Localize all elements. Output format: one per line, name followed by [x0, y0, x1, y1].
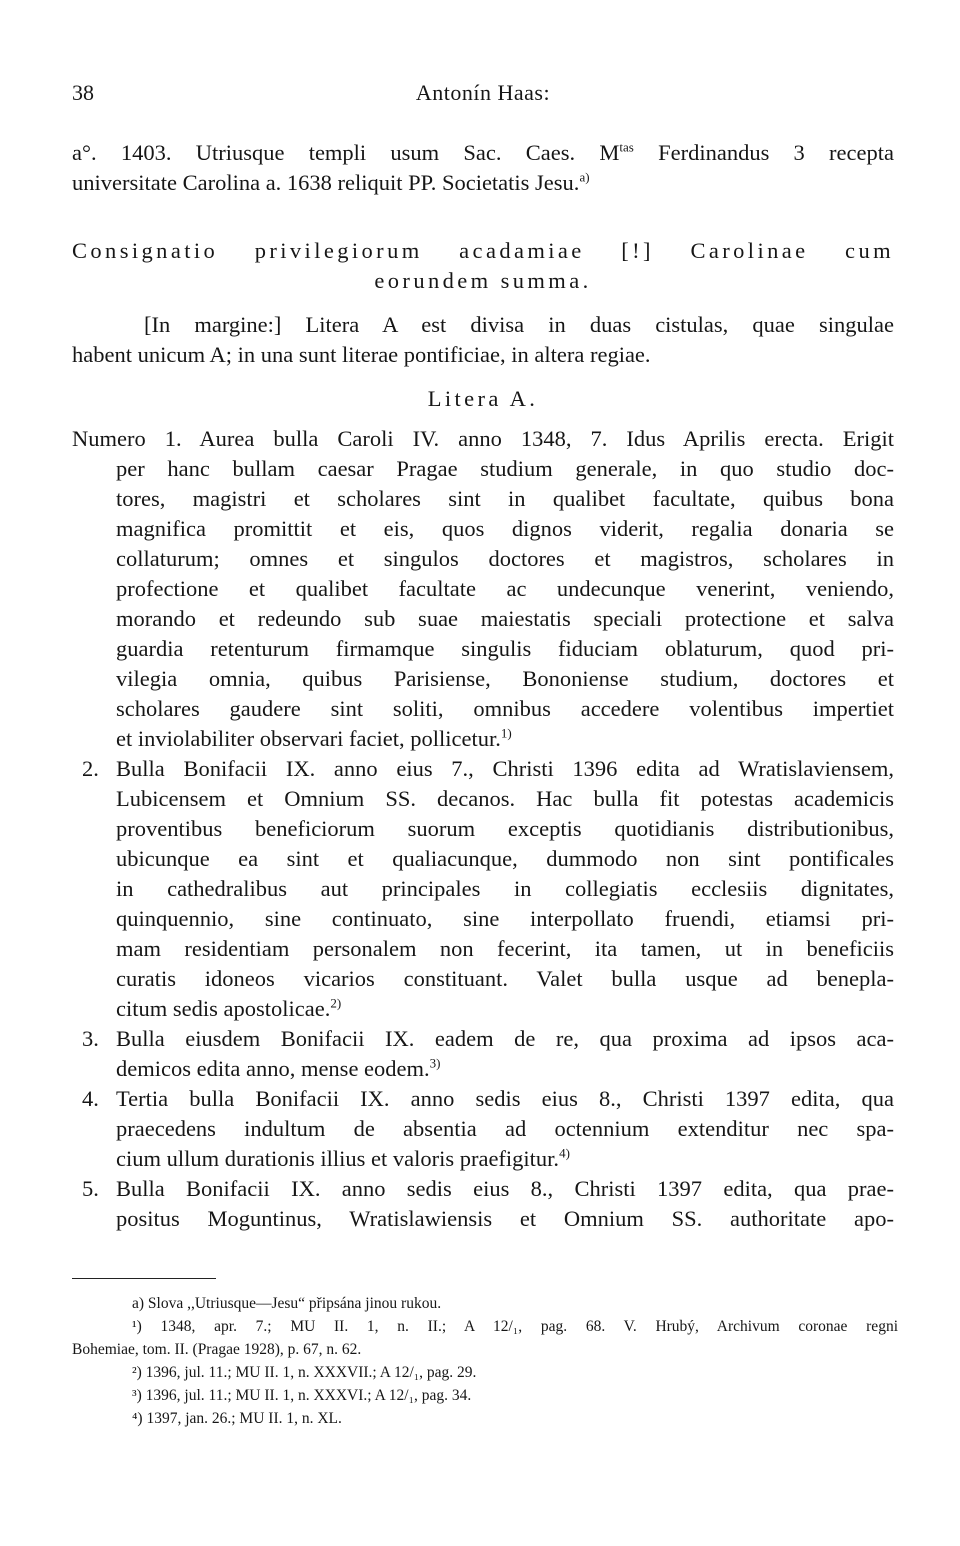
heading-line-2: eorundem summa.: [374, 268, 592, 293]
item-last-line: et inviolabiliter observari faciet, pollicetur.$^{1)}$: [116, 725, 512, 751]
item-line: vilegia omnia, quibus Parisiense, Bononiense studium, doctores et: [116, 666, 894, 691]
item-number: 4.: [82, 1086, 99, 1111]
footnote-3: ³) 1396, jul. 11.; MU II. 1, n. XXXVI.; A 12/₁, pag. 34.: [132, 1387, 472, 1404]
footnote-ref: 4): [559, 1145, 570, 1161]
item-line: ubicunque ea sint et qualiacunque, dummodo non sint pontificales: [116, 846, 894, 871]
item-line: Bulla Bonifacii IX. anno eius 7., Christi 1396 edita ad Wratislaviensem,: [116, 756, 894, 781]
item-1-first-line: Numero 1. Aurea bulla Caroli IV. anno 1348, 7. Idus Aprilis erecta. Erigit: [72, 426, 894, 451]
list-item: [72, 1084, 894, 1174]
item-last-line: cium ullum durationis illius et valoris praefigitur.$^{4)}$: [116, 1145, 570, 1171]
running-header: [72, 80, 894, 114]
list-item: [72, 424, 894, 754]
item-line: positus Moguntinus, Wratislawiensis et Omnium SS. authoritate apo-: [116, 1206, 894, 1231]
footnote-divider: [72, 1278, 216, 1279]
section-title: Litera A.: [427, 386, 539, 411]
item-number: 2.: [82, 756, 99, 781]
item-line: scholares gaudere sint soliti, omnibus accedere volentibus impertiet: [116, 696, 894, 721]
list-item: [72, 754, 894, 1024]
footnote-1: ¹) 1348, apr. 7.; MU II. 1, n. II.; A 12/₁, pag. 68. V. Hrubý, Archivum coronae regni: [132, 1318, 898, 1335]
item-line: tores, magistri et scholares sint in qualibet facultate, quibus bona: [116, 486, 894, 511]
margin-note-line-2: habent unicum A; in una sunt literae pontificiae, in altera regiae.: [72, 342, 651, 367]
intro-line-1: a°. 1403. Utriusque templi usum Sac. Caes. $M^{tas}$ Ferdinandus 3 recepta: [72, 139, 894, 165]
footnote-4: ⁴) 1397, jan. 26.; MU II. 1, n. XL.: [132, 1410, 342, 1427]
item-line: guardia retenturum firmamque singulis fiduciam oblaturum, quod pri-: [116, 636, 894, 661]
page-body: [72, 138, 894, 1234]
item-last-line: demicos edita anno, mense eodem.$^{3)}$: [116, 1055, 441, 1081]
item-line: in cathedralibus aut principales in collegiatis ecclesiis dignitates,: [116, 876, 894, 901]
item-line: Lubicensem et Omnium SS. decanos. Hac bulla fit potestas academicis: [116, 786, 894, 811]
item-line: praecedens indultum de absentia ad octennium extenditur nec spa-: [116, 1116, 894, 1141]
item-last-line: citum sedis apostolicae.$^{2)}$: [116, 995, 342, 1021]
item-line: mam residentiam personalem non fecerint, ita tamen, ut in beneficiis: [116, 936, 894, 961]
margin-note-line-1: [In margine:] Litera A est divisa in duas cistulas, quae singulae: [144, 312, 894, 337]
item-number: 5.: [82, 1176, 99, 1201]
item-line: per hanc bullam caesar Pragae studium generale, in quo studio doc-: [116, 456, 894, 481]
item-line: Bulla eiusdem Bonifacii IX. eadem de re, qua proxima ad ipsos aca-: [116, 1026, 894, 1051]
running-head-author: Antonín Haas:: [415, 80, 551, 105]
footnote-a: a) Slova ,,Utriusque—Jesu“ připsána jinou rukou.: [132, 1295, 442, 1312]
item-number: 3.: [82, 1026, 99, 1051]
footnote-ref: 1): [500, 725, 512, 741]
footnote-2: ²) 1396, jul. 11.; MU II. 1, n. XXXVII.; A 12/₁, pag. 29.: [132, 1364, 477, 1381]
footnote-1-continued: Bohemiae, tom. II. (Pragae 1928), p. 67, n. 62.: [72, 1341, 362, 1358]
footnote-ref: 2): [330, 995, 342, 1011]
intro-line-2: universitate Carolina a. 1638 reliquit PP. Societatis Jesu.$^{a)}$: [72, 169, 590, 195]
footnotes: [72, 1292, 898, 1430]
item-line: proventibus beneficiorum suorum exceptis quotidianis distributionibus,: [116, 816, 894, 841]
footnote-ref-a: a): [579, 169, 590, 185]
item-line: profectione et qualibet facultate ac undecunque venerint, veniendo,: [116, 576, 894, 601]
item-line: collaturum; omnes et singulos doctores et magistros, scholares in: [116, 546, 894, 571]
item-line: magnifica promittit et eis, quos dignos viderit, regalia donaria se: [116, 516, 894, 541]
item-line: curatis idoneos vicarios constituant. Valet bulla usque ad benepla-: [116, 966, 894, 991]
heading-line-1: Consignatio privilegiorum acadamiae [!] Carolinae cum: [72, 238, 894, 263]
item-line: Tertia bulla Bonifacii IX. anno sedis eius 8., Christi 1397 edita, qua: [116, 1086, 894, 1111]
item-line: morando et redeundo sub suae maiestatis speciali protectione et salva: [116, 606, 894, 631]
item-line: quinquennio, sine continuato, sine interpollato fruendi, etiamsi pri-: [116, 906, 894, 931]
list-item: [72, 1024, 894, 1084]
page-number: 38: [72, 80, 94, 105]
footnote-ref: 3): [429, 1055, 441, 1071]
list-item: [72, 1174, 894, 1234]
item-line: Bulla Bonifacii IX. anno sedis eius 8., Christi 1397 edita, qua prae-: [116, 1176, 894, 1201]
